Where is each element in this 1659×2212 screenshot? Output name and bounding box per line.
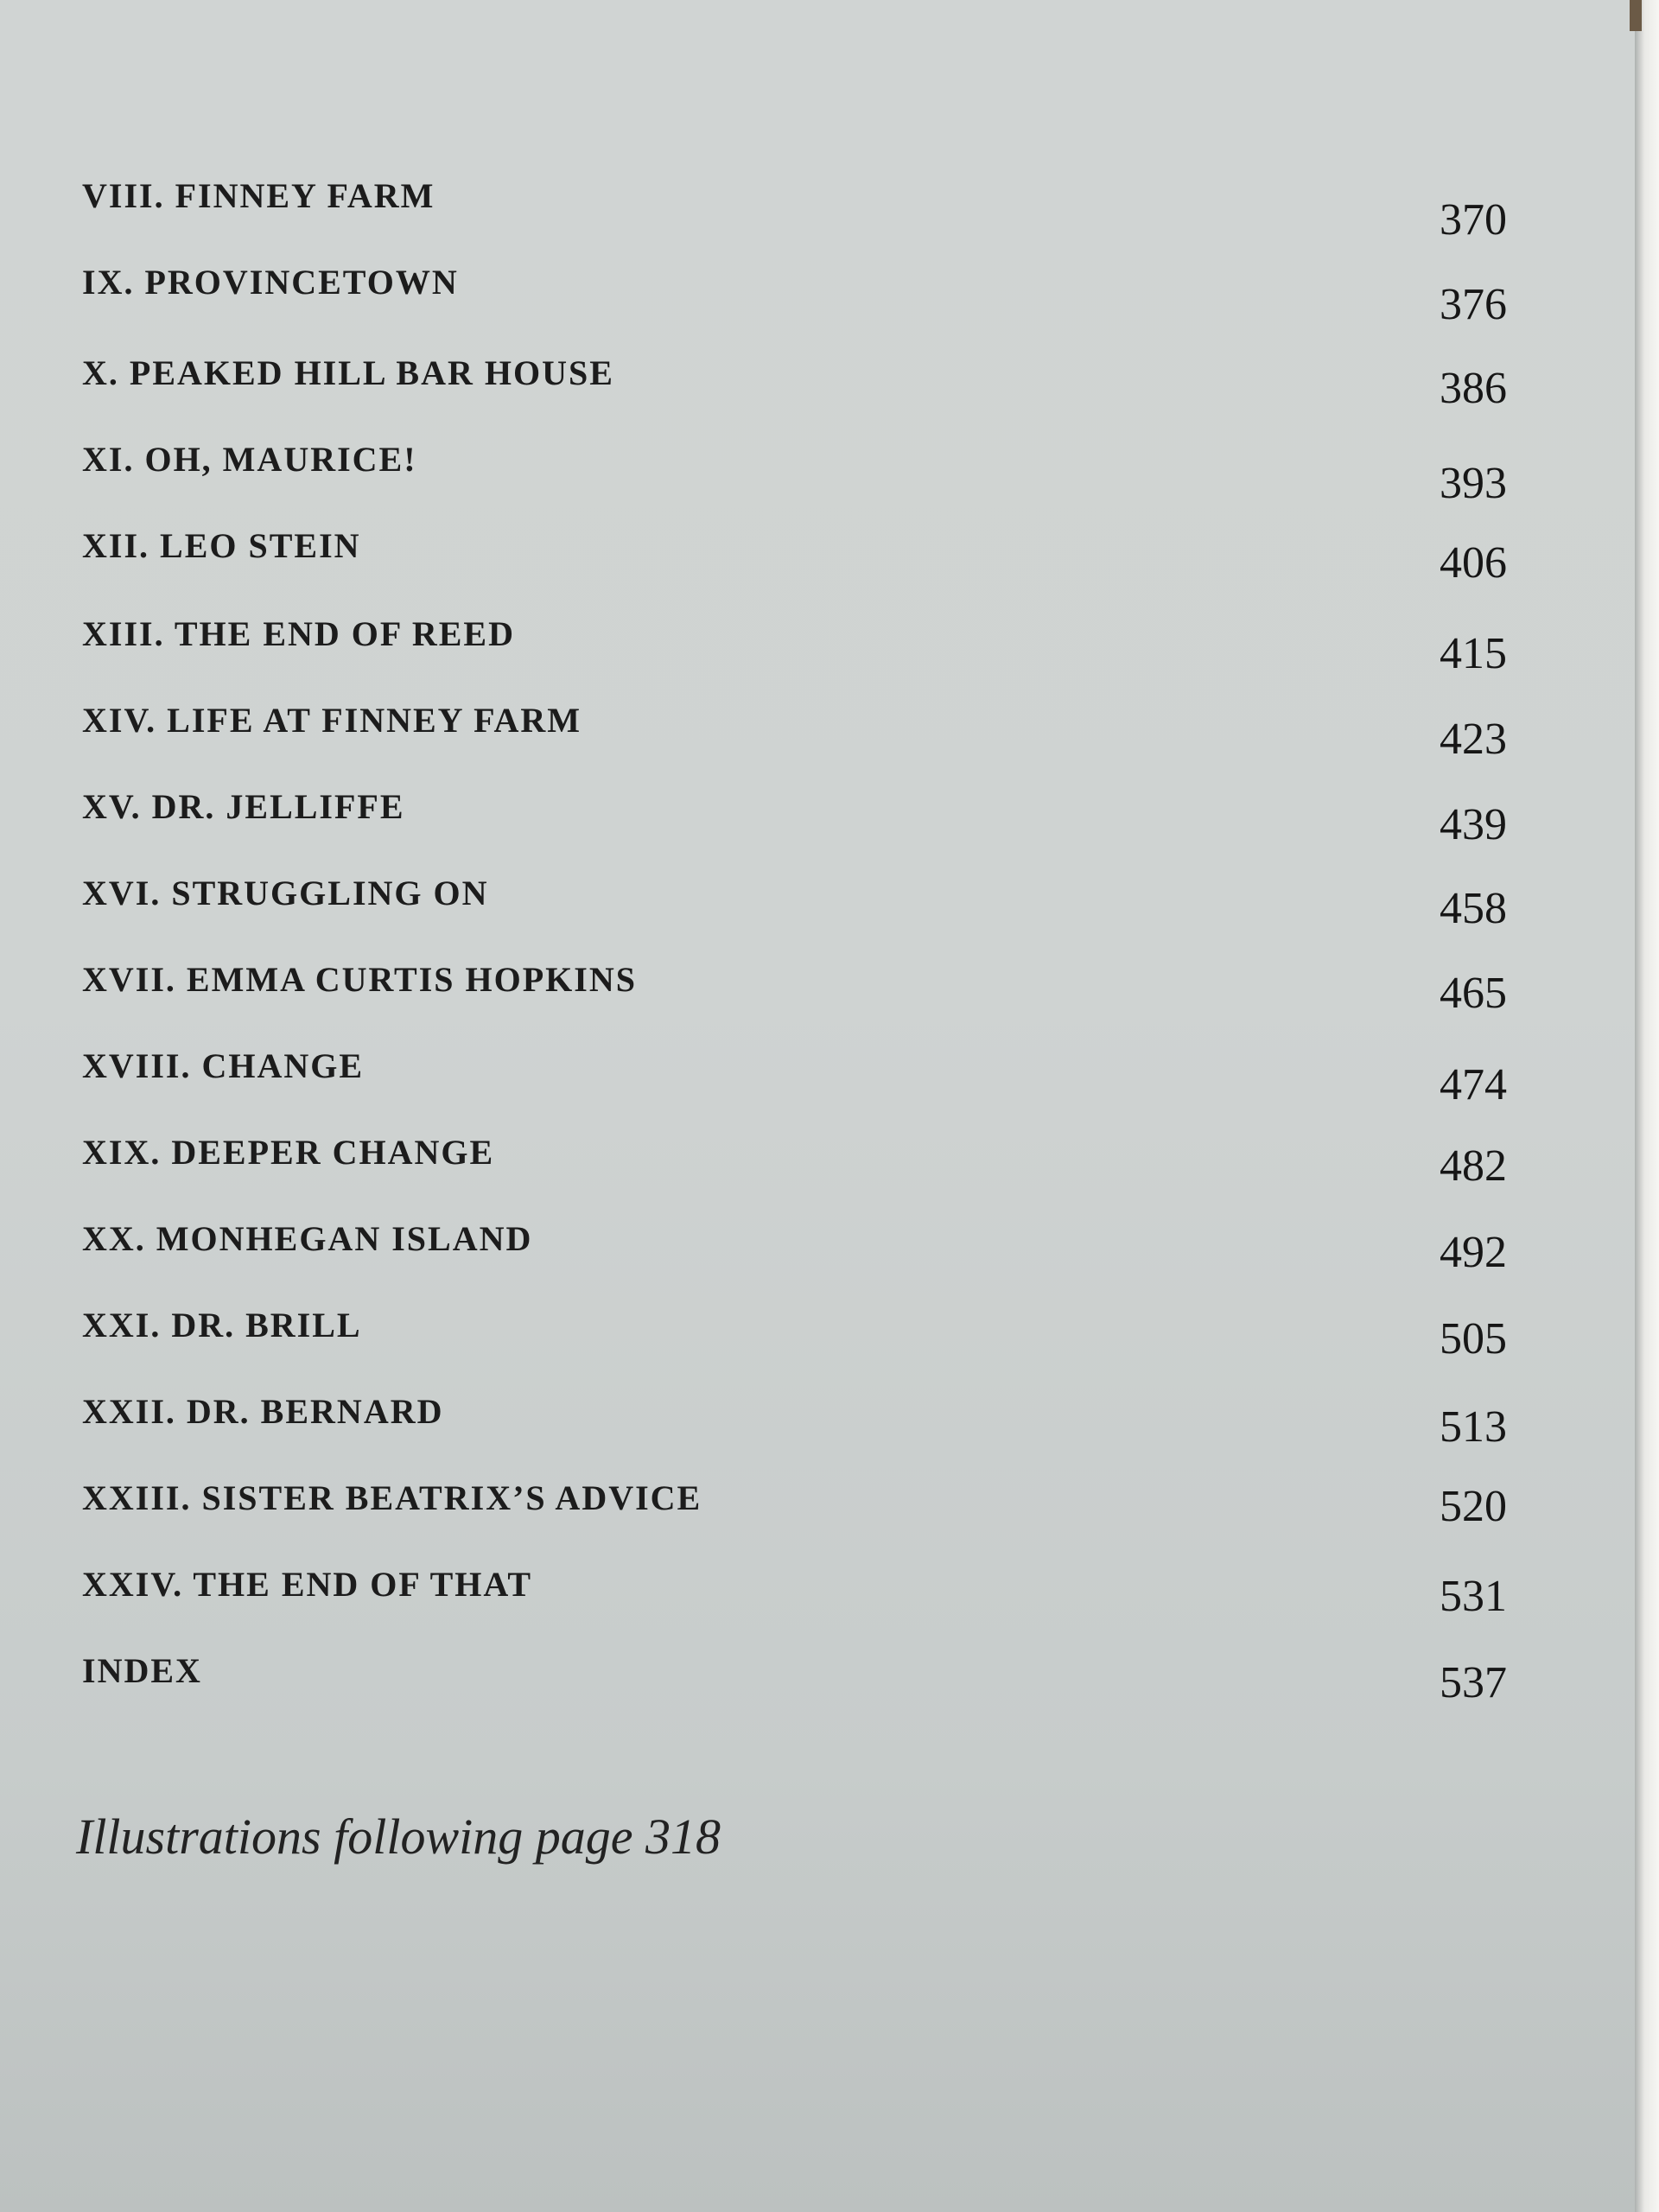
toc-entry-page: 537 (1440, 1658, 1507, 1707)
toc-entry-page: 415 (1440, 629, 1507, 678)
toc-entry-title: XIV. LIFE AT FINNEY FARM (82, 701, 582, 740)
illustrations-note: Illustrations following page 318 (76, 1808, 721, 1865)
toc-entry-page: 423 (1440, 715, 1507, 764)
toc-entry-page: 474 (1440, 1060, 1507, 1109)
toc-entry-page: 513 (1440, 1402, 1507, 1452)
toc-entry-page: 386 (1440, 364, 1507, 413)
toc-entry-page: 465 (1440, 969, 1507, 1018)
toc-entry-title: XV. DR. JELLIFFE (82, 787, 405, 826)
toc-entry-page: 482 (1440, 1141, 1507, 1191)
toc-entry-title: XXIV. THE END OF THAT (82, 1565, 533, 1604)
toc-entry-title: XVII. EMMA CURTIS HOPKINS (82, 960, 637, 999)
toc-entry-title: XVIII. CHANGE (82, 1046, 365, 1085)
toc-entry-title: XXII. DR. BERNARD (82, 1392, 444, 1431)
toc-entry-title: X. PEAKED HILL BAR HOUSE (82, 353, 614, 392)
toc-entry-title: XXIII. SISTER BEATRIX’S ADVICE (82, 1478, 702, 1517)
toc-entry-title: INDEX (82, 1651, 202, 1690)
toc-entry-title: VIII. FINNEY FARM (82, 176, 435, 215)
toc-entry-page: 370 (1440, 195, 1507, 245)
toc-entry-title: XIII. THE END OF REED (82, 614, 515, 653)
toc-entry-title: IX. PROVINCETOWN (82, 263, 459, 302)
toc-entry-title: XXI. DR. BRILL (82, 1306, 362, 1344)
toc-entry-title: XIX. DEEPER CHANGE (82, 1133, 495, 1172)
toc-entry-title: XVI. STRUGGLING ON (82, 874, 489, 912)
toc-entry-title: XII. LEO STEIN (82, 526, 361, 565)
toc-entry-page: 393 (1440, 459, 1507, 508)
toc-entry-title: XI. OH, MAURICE! (82, 440, 417, 479)
toc-entry-page: 520 (1440, 1482, 1507, 1531)
toc-entry-page: 492 (1440, 1228, 1507, 1277)
toc-entry-page: 458 (1440, 884, 1507, 933)
toc-entry-page: 376 (1440, 280, 1507, 329)
toc-entry-page: 531 (1440, 1572, 1507, 1621)
toc-entry-page: 505 (1440, 1314, 1507, 1363)
toc-entry-page: 406 (1440, 538, 1507, 588)
toc-entry-page: 439 (1440, 800, 1507, 849)
toc-entry-title: XX. MONHEGAN ISLAND (82, 1219, 533, 1258)
